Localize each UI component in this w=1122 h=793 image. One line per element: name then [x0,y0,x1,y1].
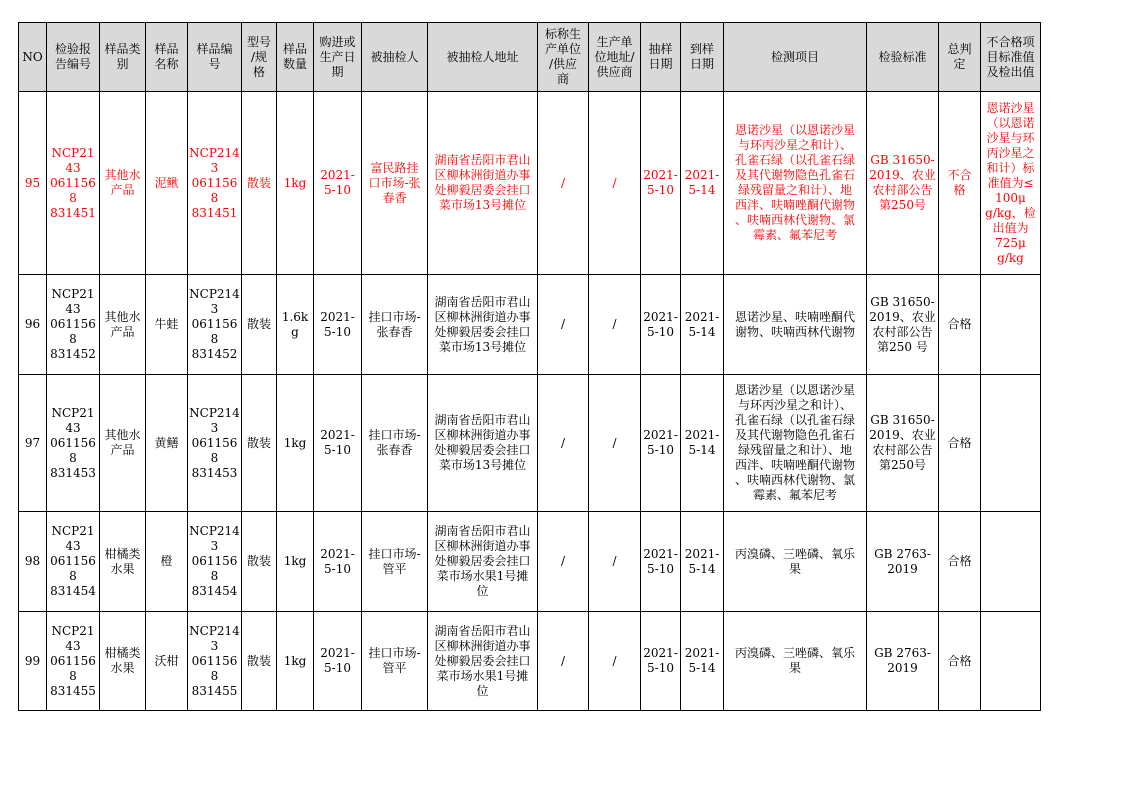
cell-producer-address: / [589,375,641,512]
cell-purchase-date: 2021- 5-10 [314,612,362,711]
cell-report-no: NCP2143 0611568 831455 [47,612,100,711]
cell-report-no: NCP2143 0611568 831453 [47,375,100,512]
cell-arrival-date: 2021- 5-14 [681,375,724,512]
cell-sample-name: 泥鳅 [146,92,188,275]
cell-arrival-date: 2021- 5-14 [681,92,724,275]
cell-test-items: 恩诺沙星、呋喃唑酮代 谢物、呋喃西林代谢物 [724,275,867,375]
cell-verdict: 合格 [939,512,981,612]
cell-inspected-address: 湖南省岳阳市君山 区柳林洲街道办事 处柳毅居委会挂口 菜市场13号摊位 [428,375,538,512]
cell-arrival-date: 2021- 5-14 [681,612,724,711]
cell-report-no: NCP2143 0611568 831452 [47,275,100,375]
cell-spec: 散装 [242,375,277,512]
header-spec: 型号 /规 格 [242,23,277,92]
cell-inspected-party: 挂口市场- 张春香 [362,275,428,375]
cell-inspected-address: 湖南省岳阳市君山 区柳林洲街道办事 处柳毅居委会挂口 菜市场13号摊位 [428,275,538,375]
header-row [19,23,1041,92]
cell-quantity: 1.6kg [277,275,314,375]
cell-sample-no: NCP2143 0611568 831451 [188,92,242,275]
cell-test-items: 恩诺沙星（以恩诺沙星 与环丙沙星之和计）、 孔雀石绿（以孔雀石绿 及其代谢物隐色孔雀石 绿残留量之和计）、地 西泮、呋喃唑酮代谢物 、呋喃西林代谢物、氯 霉素、氟苯尼考 [724,92,867,275]
cell-quantity: 1kg [277,612,314,711]
cell-fail-detail [981,612,1041,711]
cell-arrival-date: 2021- 5-14 [681,275,724,375]
cell-sample-date: 2021- 5-10 [641,612,681,711]
cell-inspected-party: 挂口市场- 管平 [362,612,428,711]
table-row [19,612,1041,711]
inspection-results-table [18,22,1041,711]
cell-inspected-address: 湖南省岳阳市君山 区柳林洲街道办事 处柳毅居委会挂口 菜市场水果1号摊 位 [428,512,538,612]
table-row [19,92,1041,275]
header-sample-name: 样品 名称 [146,23,188,92]
cell-standard: GB 2763- 2019 [867,512,939,612]
table-row [19,375,1041,512]
cell-purchase-date: 2021- 5-10 [314,92,362,275]
cell-inspected-address: 湖南省岳阳市君山 区柳林洲街道办事 处柳毅居委会挂口 菜市场13号摊位 [428,92,538,275]
cell-inspected-party: 富民路挂 口市场-张 春香 [362,92,428,275]
cell-sample-date: 2021- 5-10 [641,275,681,375]
cell-standard: GB 2763- 2019 [867,612,939,711]
cell-report-no: NCP2143 0611568 831451 [47,92,100,275]
cell-report-no: NCP2143 0611568 831454 [47,512,100,612]
cell-producer-address: / [589,512,641,612]
cell-standard: GB 31650- 2019、农业 农村部公告 第250 号 [867,275,939,375]
cell-standard: GB 31650- 2019、农业 农村部公告 第250号 [867,92,939,275]
header-report-no: 检验报 告编号 [47,23,100,92]
cell-spec: 散装 [242,512,277,612]
header-arrival-date: 到样 日期 [681,23,724,92]
cell-no: 99 [19,612,47,711]
cell-category: 柑橘类 水果 [100,612,146,711]
cell-spec: 散装 [242,92,277,275]
cell-category: 柑橘类 水果 [100,512,146,612]
cell-verdict: 合格 [939,275,981,375]
cell-sample-name: 橙 [146,512,188,612]
cell-quantity: 1kg [277,375,314,512]
header-standard: 检验标准 [867,23,939,92]
cell-purchase-date: 2021- 5-10 [314,375,362,512]
cell-no: 95 [19,92,47,275]
cell-fail-detail: 恩诺沙星 （以恩诺 沙星与环 丙沙星之 和计）标 准值为≤ 100μ g/kg，检 出值为 725μ g/kg [981,92,1041,275]
header-category: 样品类 别 [100,23,146,92]
cell-sample-date: 2021- 5-10 [641,92,681,275]
cell-sample-date: 2021- 5-10 [641,512,681,612]
cell-producer-address: / [589,92,641,275]
cell-sample-name: 沃柑 [146,612,188,711]
cell-inspected-party: 挂口市场- 张春香 [362,375,428,512]
cell-quantity: 1kg [277,92,314,275]
header-test-items: 检测项目 [724,23,867,92]
header-purchase-date: 购进或 生产日 期 [314,23,362,92]
cell-sample-no: NCP2143 0611568 831455 [188,612,242,711]
table-row [19,275,1041,375]
cell-no: 98 [19,512,47,612]
cell-test-items: 丙溴磷、三唑磷、氧乐 果 [724,512,867,612]
cell-producer: / [538,612,589,711]
header-producer: 标称生 产单位 /供应 商 [538,23,589,92]
cell-category: 其他水 产品 [100,375,146,512]
cell-arrival-date: 2021- 5-14 [681,512,724,612]
cell-spec: 散装 [242,612,277,711]
cell-producer: / [538,275,589,375]
header-quantity: 样品 数量 [277,23,314,92]
header-producer-address: 生产单 位地址/ 供应商 [589,23,641,92]
cell-inspected-address: 湖南省岳阳市君山 区柳林洲街道办事 处柳毅居委会挂口 菜市场水果1号摊 位 [428,612,538,711]
cell-sample-name: 牛蛙 [146,275,188,375]
header-sample-date: 抽样 日期 [641,23,681,92]
cell-verdict: 合格 [939,612,981,711]
cell-category: 其他水 产品 [100,275,146,375]
cell-sample-no: NCP2143 0611568 831452 [188,275,242,375]
cell-sample-no: NCP2143 0611568 831454 [188,512,242,612]
cell-producer-address: / [589,612,641,711]
cell-no: 97 [19,375,47,512]
table-row [19,512,1041,612]
cell-fail-detail [981,275,1041,375]
cell-quantity: 1kg [277,512,314,612]
cell-sample-date: 2021- 5-10 [641,375,681,512]
cell-verdict: 合格 [939,375,981,512]
cell-purchase-date: 2021- 5-10 [314,275,362,375]
header-inspected-address: 被抽检人地址 [428,23,538,92]
cell-inspected-party: 挂口市场- 管平 [362,512,428,612]
cell-sample-no: NCP2143 0611568 831453 [188,375,242,512]
cell-producer: / [538,92,589,275]
header-inspected-party: 被抽检人 [362,23,428,92]
header-verdict: 总判 定 [939,23,981,92]
cell-test-items: 丙溴磷、三唑磷、氧乐 果 [724,612,867,711]
cell-verdict: 不合 格 [939,92,981,275]
header-fail-detail: 不合格项 目标准值 及检出值 [981,23,1041,92]
cell-spec: 散装 [242,275,277,375]
header-sample-no: 样品编 号 [188,23,242,92]
cell-purchase-date: 2021- 5-10 [314,512,362,612]
cell-test-items: 恩诺沙星（以恩诺沙星 与环丙沙星之和计）、 孔雀石绿（以孔雀石绿 及其代谢物隐色孔雀石 绿残留量之和计）、地 西泮、呋喃唑酮代谢物 、呋喃西林代谢物、氯 霉素、氟苯尼考 [724,375,867,512]
cell-fail-detail [981,375,1041,512]
cell-fail-detail [981,512,1041,612]
cell-producer: / [538,512,589,612]
cell-standard: GB 31650- 2019、农业 农村部公告 第250号 [867,375,939,512]
cell-producer-address: / [589,275,641,375]
cell-producer: / [538,375,589,512]
cell-no: 96 [19,275,47,375]
header-no: NO [19,23,47,92]
cell-category: 其他水 产品 [100,92,146,275]
cell-sample-name: 黄鳝 [146,375,188,512]
